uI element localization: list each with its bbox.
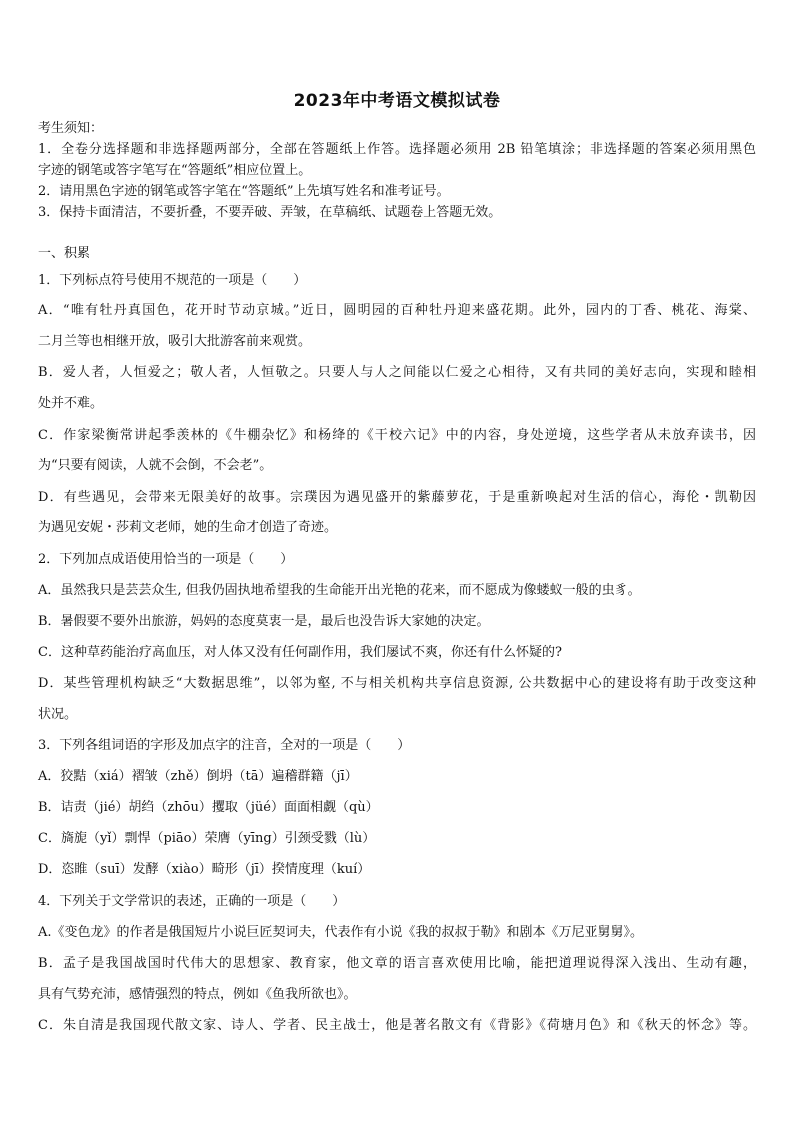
option-line: 为“只要有阅读，人就不会倒，不会老”。 — [38, 458, 273, 473]
option-line: B．孟子是我国战国时代伟大的思想家、教育家，他文章的语言喜欢使用比喻，能把道理说得深入浅出、生动有趣， — [38, 956, 756, 971]
option-line: B．暑假要不要外出旅游，妈妈的态度莫衷一是，最后也没告诉大家她的决定。 — [38, 614, 490, 629]
option-line: 二月兰等也相继开放，吸引大批游客前来观赏。 — [38, 334, 312, 349]
option-line: C．朱自清是我国现代散文家、诗人、学者、民主战士，他是著名散文有《背影》《荷塘月色》和《秋天的怀念》等。 — [38, 1018, 756, 1033]
notice-line: 字迹的钢笔或答字笔写在“答题纸”相应位置上。 — [38, 163, 312, 178]
notice-line: 3．保持卡面清洁，不要折叠，不要弄破、弄皱，在草稿纸、试题卷上答题无效。 — [38, 205, 502, 220]
option-line: C．旖旎（yǐ）剽悍（piāo）荣膺（yīng）引颈受戮（lù） — [38, 831, 376, 846]
question-stem: 4．下列关于文学常识的表述，正确的一项是（ ） — [38, 894, 346, 909]
question-stem: 3．下列各组词语的字形及加点字的注音，全对的一项是（ ） — [38, 738, 411, 753]
notice-line: 1．全卷分选择题和非选择题两部分，全部在答题纸上作答。选择题必须用 2B 铅笔填涂；非选择题的答案必须用黑色 — [38, 142, 756, 157]
option-line: A．狡黠（xiá）褶皱（zhě）倒坍（tā）遍稽群籍（jī） — [38, 769, 358, 784]
notice-heading: 考生须知： — [38, 121, 104, 136]
option-line: C．作家梁衡常讲起季羡林的《牛棚杂忆》和杨绛的《干校六记》中的内容，身处逆境，这些学者从未放弃读书，因 — [38, 428, 756, 443]
option-line: 状况。 — [38, 707, 78, 722]
notice-line: 2．请用黑色字迹的钢笔或答字笔在“答题纸”上先填写姓名和准考证号。 — [38, 184, 450, 199]
option-line: 具有气势充沛，感情强烈的特点，例如《鱼我所欲也》。 — [38, 987, 357, 1002]
option-line: A.《变色龙》的作者是俄国短片小说巨匠契诃夫，代表作有小说《我的叔叔于勒》和剧本《万尼亚舅舅》。 — [38, 925, 644, 940]
option-line: D．恣睢（suī）发酵（xiào）畸形（jī）揆情度理（kuí） — [38, 862, 371, 877]
option-line: B．诘责（jié）胡绉（zhōu）攫取（jüé）面面相觑（qù） — [38, 800, 379, 815]
page-title: 2023年中考语文模拟试卷 — [293, 91, 501, 111]
option-line: 为遇见安妮・莎莉文老师，她的生命才创造了奇迹。 — [38, 520, 338, 535]
question-stem: 1．下列标点符号使用不规范的一项是（ ） — [38, 273, 307, 288]
option-line: 处并不难。 — [38, 396, 104, 411]
option-line: C．这种草药能治疗高血压，对人体又没有任何副作用，我们屡试不爽，你还有什么怀疑的? — [38, 645, 562, 660]
option-line: A．虽然我只是芸芸众生, 但我仍固执地希望我的生命能开出光艳的花来，而不愿成为像蝼蚁一般的虫豸。 — [38, 583, 641, 598]
section-heading: 一、积累 — [38, 246, 91, 261]
option-line: D．某些管理机构缺乏“大数据思维”，以邻为壑, 不与相关机构共享信息资源, 公共数据中心的建设将有助于改变这种 — [38, 676, 756, 691]
option-line: A．“唯有牡丹真国色，花开时节动京城。”近日，圆明园的百种牡丹迎来盛花期。此外，园内的丁香、桃花、海棠、 — [38, 303, 756, 318]
question-stem: 2．下列加点成语使用恰当的一项是（ ） — [38, 552, 294, 567]
option-line: B．爱人者，人恒爱之；敬人者，人恒敬之。只要人与人之间能以仁爱之心相待，又有共同的美好志向，实现和睦相 — [38, 365, 756, 380]
option-line: D．有些遇见，会带来无限美好的故事。宗璞因为遇见盛开的紫藤萝花，于是重新唤起对生活的信心，海伦・凯勒因 — [38, 490, 756, 505]
